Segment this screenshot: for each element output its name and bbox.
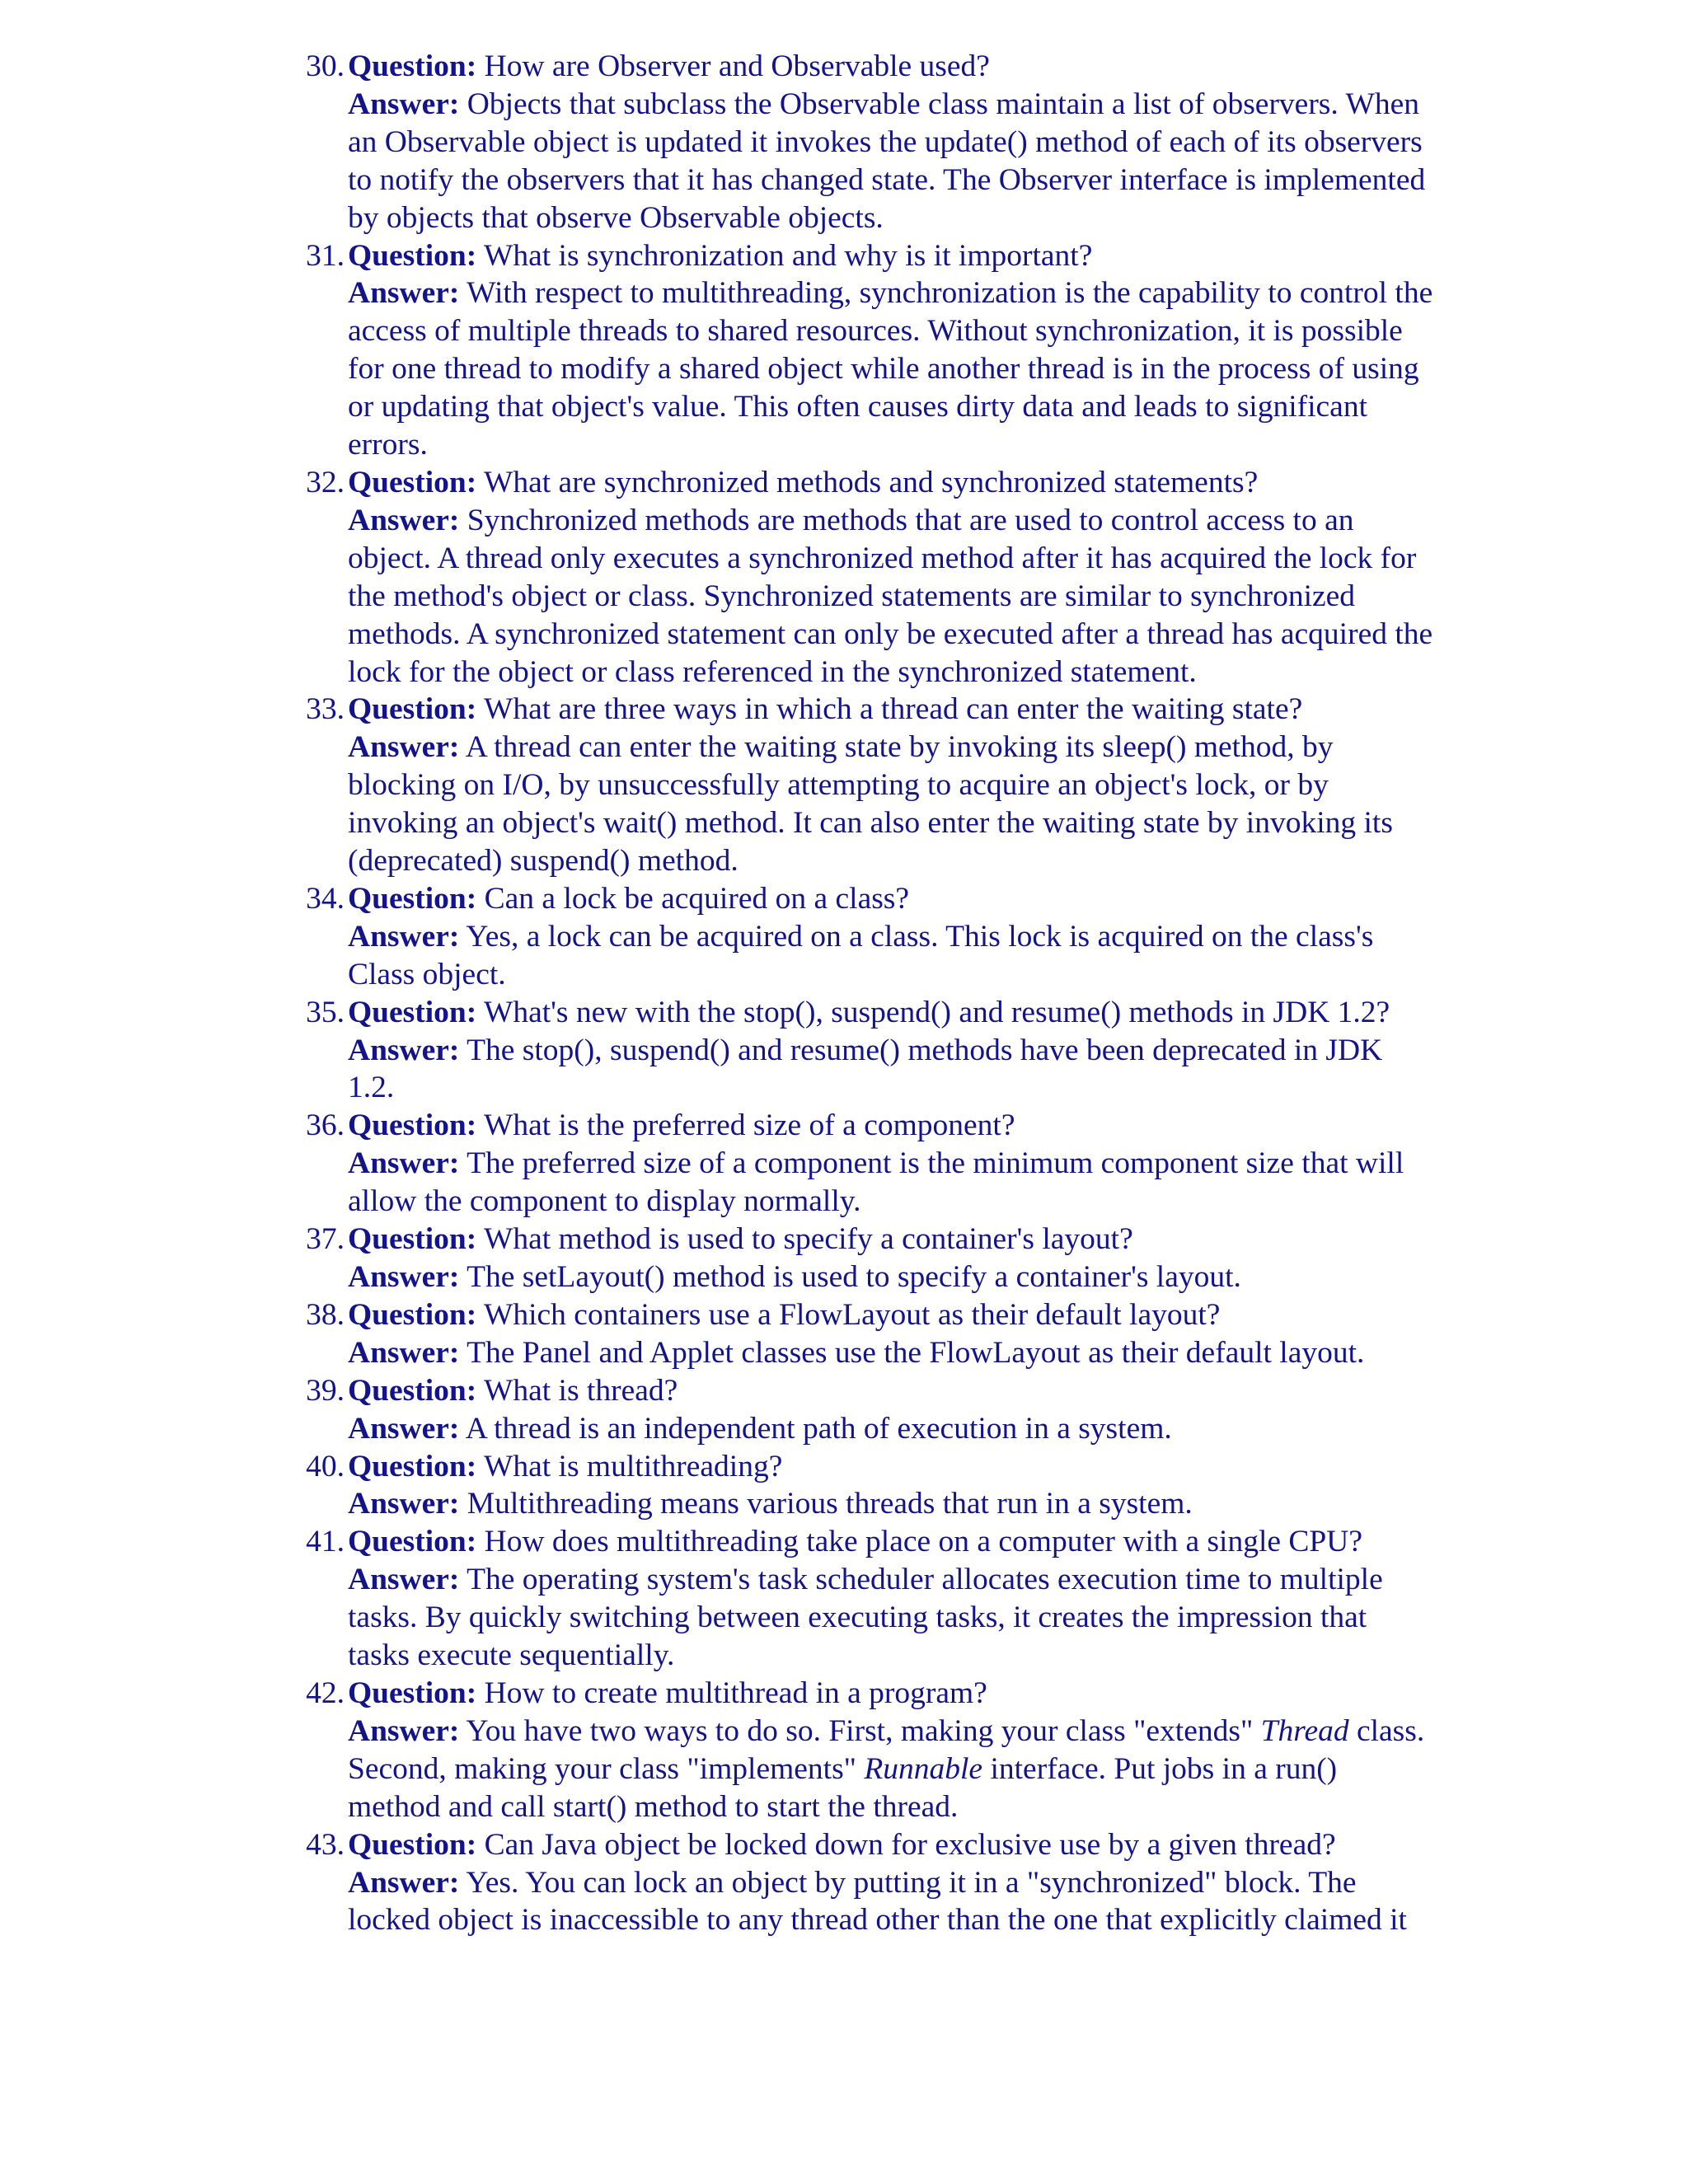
- question-text: Which containers use a FlowLayout as their default layout?: [476, 1297, 1221, 1332]
- answer-line: [348, 1864, 1434, 1940]
- answer-label: Answer:: [348, 1411, 460, 1446]
- answer-text: A thread is an independent path of execution in a system.: [459, 1411, 1172, 1446]
- answer-label: Answer:: [348, 730, 460, 765]
- question-text: Can Java object be locked down for exclusive use by a given thread?: [476, 1827, 1336, 1862]
- qa-item: [297, 1448, 1434, 1524]
- question-text: What are synchronized methods and synchronized statements?: [476, 465, 1259, 499]
- answer-label: Answer:: [348, 1146, 460, 1181]
- answer-emphasis-runnable: Runnable: [864, 1751, 983, 1786]
- question-line: [348, 1372, 1434, 1410]
- question-label: Question:: [348, 1827, 477, 1862]
- item-number: 35.: [306, 995, 345, 1029]
- answer-text: Objects that subclass the Observable class maintain a list of observers. When an Observable object is updated it invokes the update() method of each of its observers to notify the observers that it has changed state. The Observer interface is implemented by objects that observe Observable objects.: [348, 87, 1426, 235]
- answer-text: The Panel and Applet classes use the FlowLayout as their default layout.: [459, 1335, 1365, 1370]
- answer-line: [348, 918, 1434, 994]
- answer-text: Yes, a lock can be acquired on a class. This lock is acquired on the class's Class object.: [348, 919, 1374, 991]
- answer-line: [348, 1032, 1434, 1108]
- question-line: [348, 1523, 1434, 1561]
- answer-label: Answer:: [348, 87, 460, 121]
- qa-item: [297, 1523, 1434, 1675]
- question-line: [348, 464, 1434, 502]
- qa-item: [297, 1372, 1434, 1448]
- item-number: 43.: [306, 1827, 345, 1862]
- answer-line: [348, 1410, 1434, 1448]
- answer-text: The operating system's task scheduler allocates execution time to multiple tasks. By quickly switching between executing tasks, it creates the impression that tasks execute sequentially.: [348, 1563, 1383, 1673]
- answer-text: The stop(), suspend() and resume() methods have been deprecated in JDK 1.2.: [348, 1033, 1383, 1105]
- qa-item: [297, 464, 1434, 691]
- qa-item: [297, 237, 1434, 464]
- answer-line: [348, 1713, 1434, 1826]
- question-label: Question:: [348, 238, 477, 273]
- answer-line: [348, 274, 1434, 464]
- item-number: 38.: [306, 1297, 345, 1332]
- answer-line: [348, 86, 1434, 237]
- qa-item: [297, 1296, 1434, 1372]
- answer-label: Answer:: [348, 1865, 460, 1900]
- item-number: 41.: [306, 1525, 345, 1559]
- question-label: Question:: [348, 995, 477, 1029]
- answer-text: Multithreading means various threads that run in a system.: [459, 1487, 1193, 1521]
- answer-line: [348, 1485, 1434, 1523]
- question-label: Question:: [348, 881, 477, 916]
- answer-text: The setLayout() method is used to specify a container's layout.: [459, 1260, 1241, 1294]
- qa-item: [297, 1675, 1434, 1826]
- answer-line: [348, 502, 1434, 691]
- answer-label: Answer:: [348, 1033, 460, 1067]
- answer-label: Answer:: [348, 276, 460, 311]
- question-line: [348, 1221, 1434, 1258]
- answer-text: With respect to multithreading, synchronization is the capability to control the access of multiple threads to shared resources. Without synchronization, it is possible for one thread to modify a shared object while another thread is in the process of using or updating that object's value. This often causes dirty data and leads to significant errors.: [348, 276, 1433, 462]
- answer-label: Answer:: [348, 1563, 460, 1597]
- question-text: How does multithreading take place on a computer with a single CPU?: [476, 1525, 1363, 1559]
- answer-label: Answer:: [348, 503, 460, 537]
- question-line: [348, 1826, 1434, 1864]
- answer-text: A thread can enter the waiting state by invoking its sleep() method, by blocking on I/O, by unsuccessfully attempting to acquire an object's lock, or by invoking an object's wait() method. It can also enter the waiting state by invoking its (deprecated) suspend() method.: [348, 730, 1393, 879]
- question-label: Question:: [348, 692, 477, 727]
- answer-label: Answer:: [348, 1713, 460, 1748]
- item-number: 39.: [306, 1373, 345, 1408]
- question-text: What are three ways in which a thread can enter the waiting state?: [476, 692, 1303, 727]
- question-label: Question:: [348, 1222, 477, 1257]
- question-label: Question:: [348, 1449, 477, 1483]
- answer-label: Answer:: [348, 1260, 460, 1294]
- answer-line: [348, 729, 1434, 880]
- qa-item: [297, 48, 1434, 237]
- question-label: Question:: [348, 49, 477, 83]
- answer-text: The preferred size of a component is the minimum component size that will allow the component to display normally.: [348, 1146, 1404, 1219]
- question-label: Question:: [348, 1373, 477, 1408]
- qa-list: [297, 48, 1434, 1939]
- item-number: 33.: [306, 692, 345, 727]
- question-line: [348, 691, 1434, 729]
- item-number: 30.: [306, 49, 345, 83]
- answer-label: Answer:: [348, 919, 460, 954]
- question-line: [348, 1107, 1434, 1145]
- answer-line: [348, 1258, 1434, 1296]
- qa-item: [297, 1107, 1434, 1221]
- question-text: What method is used to specify a container's layout?: [476, 1222, 1133, 1257]
- qa-item: [297, 691, 1434, 880]
- answer-text: Synchronized methods are methods that are used to control access to an object. A thread only executes a synchronized method after it has acquired the lock for the method's object or class. Synchronized statements are similar to synchronized methods. A synchronized statement can only be executed after a thread has acquired the lock for the object or class referenced in the synchronized statement.: [348, 503, 1433, 689]
- question-label: Question:: [348, 1675, 477, 1710]
- answer-label: Answer:: [348, 1335, 460, 1370]
- question-text: What is thread?: [476, 1373, 678, 1408]
- item-number: 36.: [306, 1108, 345, 1143]
- answer-line: [348, 1561, 1434, 1675]
- question-label: Question:: [348, 1525, 477, 1559]
- answer-line: [348, 1145, 1434, 1221]
- question-label: Question:: [348, 1297, 477, 1332]
- qa-item: [297, 880, 1434, 994]
- item-number: 42.: [306, 1675, 345, 1710]
- answer-text: Yes. You can lock an object by putting it in a "synchronized" block. The locked object is inaccessible to any thread other than the one that explicitly claimed it: [348, 1865, 1407, 1938]
- question-text: How are Observer and Observable used?: [476, 49, 990, 83]
- item-number: 40.: [306, 1449, 345, 1483]
- question-text: How to create multithread in a program?: [476, 1675, 987, 1710]
- question-text: What is the preferred size of a component?: [476, 1108, 1015, 1143]
- question-line: [348, 48, 1434, 86]
- question-text: What is multithreading?: [476, 1449, 783, 1483]
- question-label: Question:: [348, 1108, 477, 1143]
- item-number: 34.: [306, 881, 345, 916]
- qa-item: [297, 994, 1434, 1108]
- question-text: What is synchronization and why is it important?: [476, 238, 1093, 273]
- question-text: What's new with the stop(), suspend() and resume() methods in JDK 1.2?: [476, 995, 1390, 1029]
- question-line: [348, 880, 1434, 918]
- item-number: 31.: [306, 238, 345, 273]
- answer-text: interface. Put jobs in a run() method and call start() method to start the thread.: [348, 1751, 1338, 1824]
- question-line: [348, 1296, 1434, 1334]
- answer-label: Answer:: [348, 1487, 460, 1521]
- item-number: 32.: [306, 465, 345, 499]
- question-text: Can a lock be acquired on a class?: [476, 881, 910, 916]
- question-line: [348, 994, 1434, 1032]
- answer-text: You have two ways to do so. First, making your class "extends": [459, 1713, 1261, 1748]
- question-line: [348, 1675, 1434, 1713]
- question-line: [348, 1448, 1434, 1486]
- qa-item: [297, 1826, 1434, 1940]
- item-number: 37.: [306, 1222, 345, 1257]
- answer-emphasis-thread: Thread: [1260, 1713, 1349, 1748]
- question-label: Question:: [348, 465, 477, 499]
- answer-line: [348, 1334, 1434, 1372]
- qa-item: [297, 1221, 1434, 1296]
- answer-text: class. Second, making your class "implements": [348, 1713, 1425, 1786]
- question-line: [348, 237, 1434, 275]
